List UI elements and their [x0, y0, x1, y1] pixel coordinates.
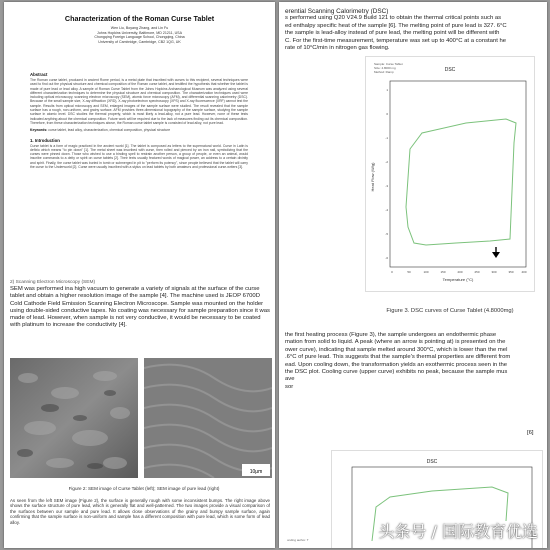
dsc-heading: erential Scanning Calorimetry (DSC)	[285, 8, 389, 15]
dsc-y-tick: -4	[385, 208, 388, 212]
sem-scale-label: 10μm	[249, 469, 263, 475]
author-names: Wen Liu, Boyang Zhang, and Lin Fu	[110, 26, 169, 30]
dsc-curve	[406, 119, 516, 245]
dsc-chart-2-title: DSC	[426, 459, 438, 465]
dsc-analysis-text: the first heating process (Figure 3), the sample undergoes an endothermic phase mation from solid to liquid. A peak (where an arrow is pointing at) is presented on the ower curve), indicating that sample melted around 300°C, which is lower than the mel .6°C of pure lead. This suggests that the sample's thermal properties are different from ead. Upon cooling down, the transformation yields an exothermic process seen in the the DSC plot. Cooling curve (upper curve) exhibits no peak, because the sample mus ave sor	[285, 332, 511, 390]
dsc-x-ticks	[391, 270, 527, 274]
dsc-x-tick: 350	[508, 270, 514, 274]
ref-marker: [6]	[527, 430, 534, 436]
dsc-meta-2: Size: 4.8000 mg	[374, 66, 396, 70]
paper-page-left	[4, 2, 275, 548]
sem-figure	[10, 358, 272, 478]
affiliation-1: Johns Hopkins University, Baltimore, MD 21211, USA	[97, 30, 182, 35]
affiliation-3: University of Cambridge, Cambridge, CB2 1QG, UK	[98, 39, 181, 44]
dsc-section	[285, 8, 545, 52]
watermark: 头条号 / 国际教育优选	[378, 522, 538, 541]
sem-closing-text: As seen from the left SEM image (Figure 2), the surface is generally rough with some inconsistent bumps. The right image above shows the surface structure of pure lead, which is generally flat and well-patterned. The two images provide a visual comparison of the surfaces between our sample and pure lead. It allows close observations of the grainy and bumpy sample surface, again confirming that the sample surface is non-uniform and sample has a different composition with pure lead, which is some form of lead alloy.	[10, 498, 270, 525]
keywords	[30, 128, 248, 132]
sem-text: SEM was performed ina high vacuum to generate a variety of signals at the surface of the curse tablet and obtain a higher resolution image of the sample [4]. The machine used is JEOP 6700D Cold Cathode Field Emission Scanning Electron Microscope. Sample was mounted on the holder using double-sided conductive tapes. No coating was necessary for sample preparation since it was made of lead. However, when sample is not very conductive, it would be necessary to be coated with platinum to increase the conductivity [4].	[10, 286, 270, 329]
dsc-y-tick: -6	[385, 256, 388, 260]
paper-title: Characterization of the Roman Curse Tablet	[64, 14, 215, 23]
abstract-section	[30, 68, 248, 169]
authors	[4, 26, 275, 44]
dsc-y-tick: -2	[385, 160, 388, 164]
dsc-x-tick: 200	[457, 270, 463, 274]
dsc-x-tick: 400	[521, 270, 527, 274]
dsc-chart-title: DSC	[444, 67, 456, 73]
dsc-peak-arrow-icon	[492, 252, 500, 258]
footer-fragment: onding author. T	[287, 538, 309, 542]
dsc-x-tick: 150	[440, 270, 446, 274]
keywords-text: curse tablet, lead alloy, characterization, chemical composition, physical structure	[48, 128, 171, 133]
dsc-x-tick: 250	[474, 270, 480, 274]
paper-page-right	[279, 2, 547, 548]
dsc-y-tick: -1	[385, 136, 388, 140]
dsc-x-tick: 0	[391, 270, 393, 274]
sem-image-curse-tablet	[10, 358, 138, 478]
intro-heading: 1. Introduction	[30, 137, 60, 143]
dsc-y-tick: 0	[386, 112, 388, 116]
sem-image-pure-lead	[144, 358, 272, 478]
figure-3-caption: Figure 3. DSC curves of Curse Tablet (4.8000mg)	[386, 308, 514, 314]
dsc-y-tick: -5	[385, 232, 388, 236]
dsc-chart	[365, 56, 535, 292]
dsc-x-tick: 100	[423, 270, 429, 274]
dsc-y-ticks	[385, 88, 388, 260]
dsc-x-tick: 300	[491, 270, 497, 274]
dsc-chart-svg	[366, 57, 534, 291]
dsc-y-tick: -3	[385, 184, 388, 188]
dsc-y-label: Heat Flow (W/g)	[370, 162, 375, 192]
dsc-y-tick: 1	[386, 88, 388, 92]
keywords-label: Keywords:	[30, 128, 48, 133]
dsc-x-label: Temperature (°C)	[442, 277, 474, 282]
abstract-heading: Abstract	[30, 72, 48, 77]
dsc-meta-1: Sample: Curse Tablet	[374, 62, 403, 66]
dsc-meta-3: Method: Ramp	[374, 70, 394, 74]
abstract-text: The Roman curse tablet, produced in ancient Rome period, is a metal plate that inscribed with curses to this recipient, several techniques were used to find out the physical structure and chemical composition of the Roman curse tablet, and testified the hypothesis that whether the tablet is made of pure lead or lead alloy. A sample of Roman Curse Tablet from the Johns Hopkins Archaeological Museum was analyzed using several different characterization techniques to determine the physical structure and chemical composition. The characterization techniques used were including optical microscopy, scanning electron microscopy (SEM), atomic force microscopy (AFM), and differential scanning calorimetry (DSC). Because of the small sample size, X-ray diffraction (XRD), X-ray photoelectron spectroscopy (XPS) and X-ray fluorescence (XRF) cannot test the sample. Results from optical microscopy and SEM, enlarged images of the sample surface were studied. The result revealed that the sample surface has a rough, non-uniform, and grainy surface. AFM provides three-dimensional topography of the sample surface, studying the sample surface in atomic level. DSC studies the thermal property, which is most likely a lead-alloy, not a pure lead. However, none of these tests indicated anything about the chemical composition. Future work will be required due to the lack of measures finding out its chemical composition. Therefore, from these characterization techniques above, the Roman curse tablet sample is consisted of lead alloy, not pure lead.	[30, 78, 248, 125]
dsc-text: s performed using Q20 V24.9 Build 121 to obtain the thermal critical points such as ed enthalpy specific heat of the sample [6]. The melting point of pure lead is 327. 6°C the sample is lead-alloy instead of pure lead, the melting point will be different with C. For the first-time measurement, temperature was set up to 400°C at a constant he rate of 10°C/min in nitrogen gas flowing.	[285, 15, 507, 52]
figure-2-caption: Figure 2: SEM image of Curse Tablet (left); SEM image of pure lead (right)	[68, 486, 220, 491]
affiliation-2: Chongqing Foreign Language School, Chongqing, China	[94, 35, 185, 40]
sem-section	[10, 280, 270, 330]
intro-text: Curse tablet is a form of magic practiced in the ancient world [1]. The tablet is composed as letters to the supernatural world. Curse in Latin is defixio which means "to pin down" [1]. The metal sheet was inscribed with curse, then rolled and pierced by an iron nail, symbolizing that the curses were pinned down. Those who wished to use a binding spell to restrain another person, a group of people, or even an animal, would inscribe commands to a deity or spirit on curse tablets [2]. Their texts usually featured words of magical power, an address to a certain divinity and spirit. Finally, the curse tablet was buried in tomb or submerged in pit to "perform its potency", since people believed that the tablet will carry the curse to the Underworld [2]. Curse were usually inscribed with a stylus on lead tablets by both amateurs and professional curse-writers [3].	[30, 143, 248, 170]
sem-heading: 2) Scanning Electron Microscopy (SEM)	[10, 280, 96, 285]
dsc-x-tick: 50	[407, 270, 411, 274]
